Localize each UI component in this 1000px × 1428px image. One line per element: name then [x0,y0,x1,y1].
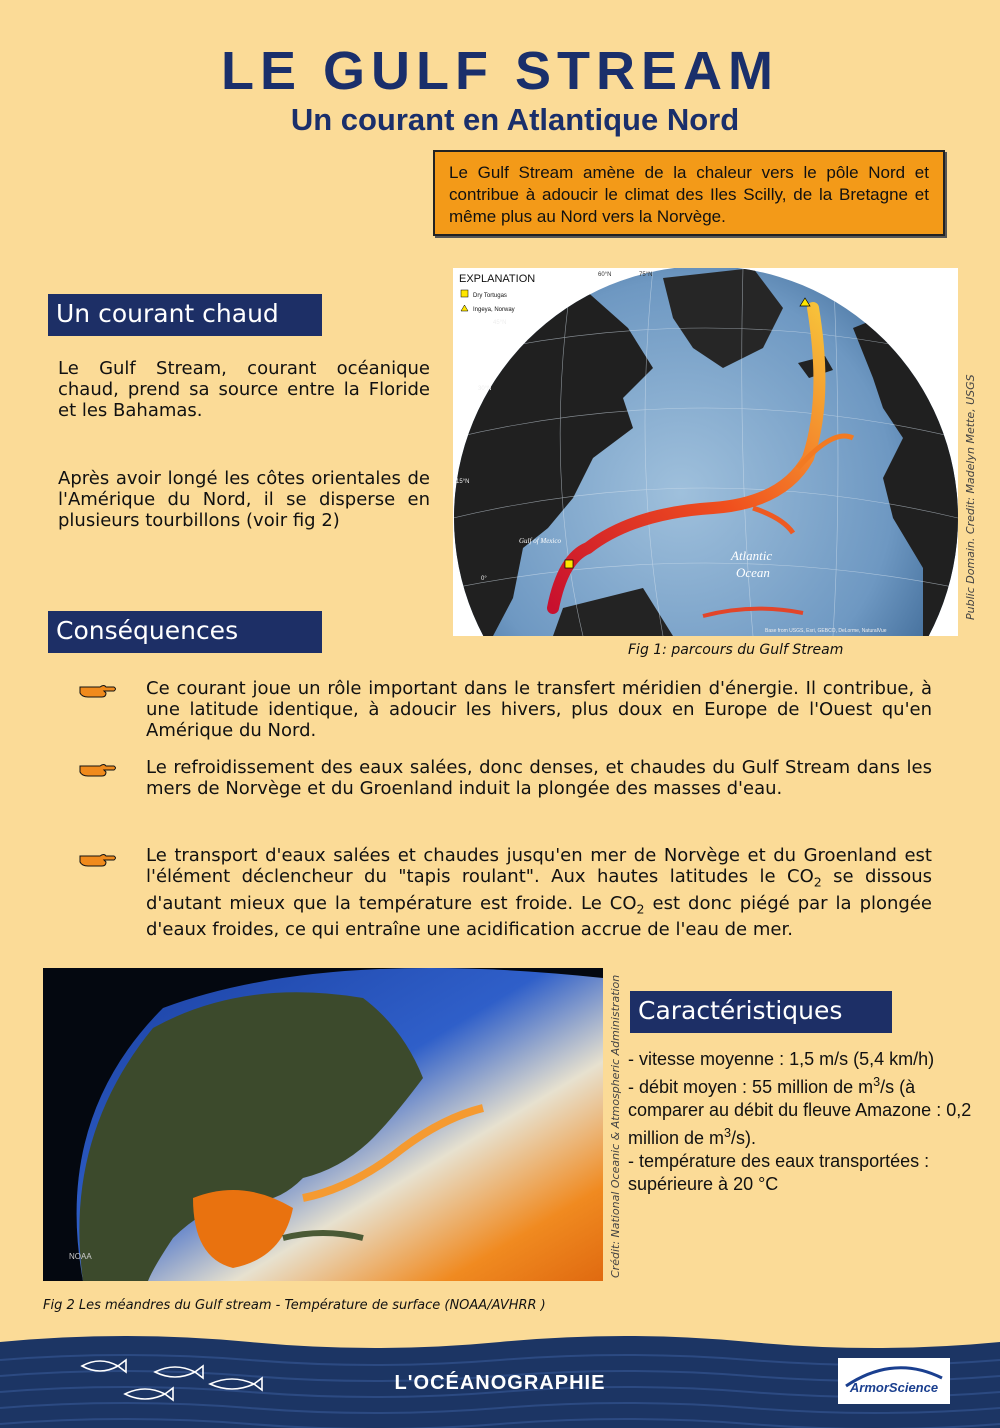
section-header-courant-chaud: Un courant chaud [48,294,322,336]
intro-box: Le Gulf Stream amène de la chaleur vers le pôle Nord et contribue à adoucir le climat des Iles Scilly, de la Bretagne et même plus au Nord vers la Norvège. [433,150,945,236]
caract-debit [628,1071,978,1150]
cubic-superscript: 3 [873,1075,881,1089]
gulf-label: Gulf of Mexico [519,537,561,545]
caract-debit-part: /s). [731,1128,757,1148]
pointing-hand-icon [78,850,118,870]
figure-2-credit: Crédit: National Oceanic & Atmospheric Administration [609,974,622,1278]
caracteristiques-list [628,1048,978,1196]
paragraph-source: Le Gulf Stream, courant océanique chaud, prend sa source entre la Floride et les Bahamas. [58,358,430,421]
noaa-watermark: NOAA [69,1252,92,1261]
dry-tortugas-marker [565,560,573,568]
figure-1-caption: Fig 1: parcours du Gulf Stream [628,642,844,658]
lat-label: 60°N [598,272,612,278]
caract-temperature: - température des eaux transportées : supérieure à 20 °C [628,1151,930,1194]
bullet-text-part: se dissous d'autant mieux que la température est froide. Le CO [146,866,932,914]
logo-text: ArmorScience [849,1380,939,1395]
figure-1-credit: Public Domain. Credit: Madelyn Mette, USGS [964,374,977,620]
lat-label: 75°N [639,272,653,278]
globe-map-svg [453,268,958,636]
figure-2-sst-image [43,968,603,1281]
paragraph-tourbillons: Après avoir longé les côtes orientales de l'Amérique du Nord, il se disperse en plusieurs tourbillons (voir fig 2) [58,468,430,531]
footer-title: L'OCÉANOGRAPHIE [394,1372,606,1394]
lat-label: 30°N [478,386,492,392]
caract-debit-part: - débit moyen : 55 million de m [628,1077,874,1097]
pointing-hand-icon [78,681,118,701]
pointing-hand-icon [78,760,118,780]
bullet-text-tapis-roulant [146,845,932,940]
sst-map-svg [43,968,603,1281]
ocean-label: Ocean [736,565,770,580]
co2-subscript: 2 [813,874,822,890]
lat-label: 15°N [456,479,470,485]
bullet-text-transfert: Ce courant joue un rôle important dans le transfert méridien d'énergie. Il contribue, à une latitude identique, à adoucir les hivers, plus doux en Europe de l'Ouest qu'en Amérique du Nord. [146,678,932,741]
bullet-text-part: est donc piégé par la plongée d'eaux froides, ce qui entraîne une acidification accrue de l'eau de mer. [146,892,932,941]
figure-1-gulf-stream-map [453,268,958,636]
ocean-label: Atlantic [731,548,773,563]
section-header-consequences: Conséquences [48,611,322,653]
cubic-superscript: 3 [724,1126,732,1140]
caract-debit-part: /s (à comparer au débit du fleuve Amazone : 0,2 million de m [628,1077,972,1148]
figure-2-caption: Fig 2 Les méandres du Gulf stream - Température de surface (NOAA/AVHRR ) [43,1298,546,1313]
page-title: LE GULF STREAM [221,41,779,101]
lat-label: 0° [481,576,487,582]
lat-label: 45°N [493,320,507,326]
legend-title: EXPLANATION [459,273,536,285]
section-header-caracteristiques: Caractéristiques [630,991,892,1033]
legend-square-icon [461,290,468,297]
caract-vitesse: - vitesse moyenne : 1,5 m/s (5,4 km/h) [628,1049,935,1069]
bullet-text-refroidissement: Le refroidissement des eaux salées, donc denses, et chaudes du Gulf Stream dans les mers de Norvège et du Groenland induit la plongée des masses d'eau. [146,757,932,799]
legend-item-dry-tortugas: Dry Tortugas [473,293,507,299]
basemap-credit: Base from USGS, Esri, GEBCO, DeLorme, NaturalVue [765,628,887,634]
co2-subscript: 2 [636,901,645,917]
bullet-text-part: Le transport d'eaux salées et chaudes jusqu'en mer de Norvège et du Groenland est l'élément déclencheur du "tapis roulant". Aux hautes latitudes le CO [146,845,932,887]
page-subtitle: Un courant en Atlantique Nord [290,102,740,137]
legend-triangle-icon [461,305,468,311]
legend-item-ingeya: Ingeya, Norway [473,307,515,313]
